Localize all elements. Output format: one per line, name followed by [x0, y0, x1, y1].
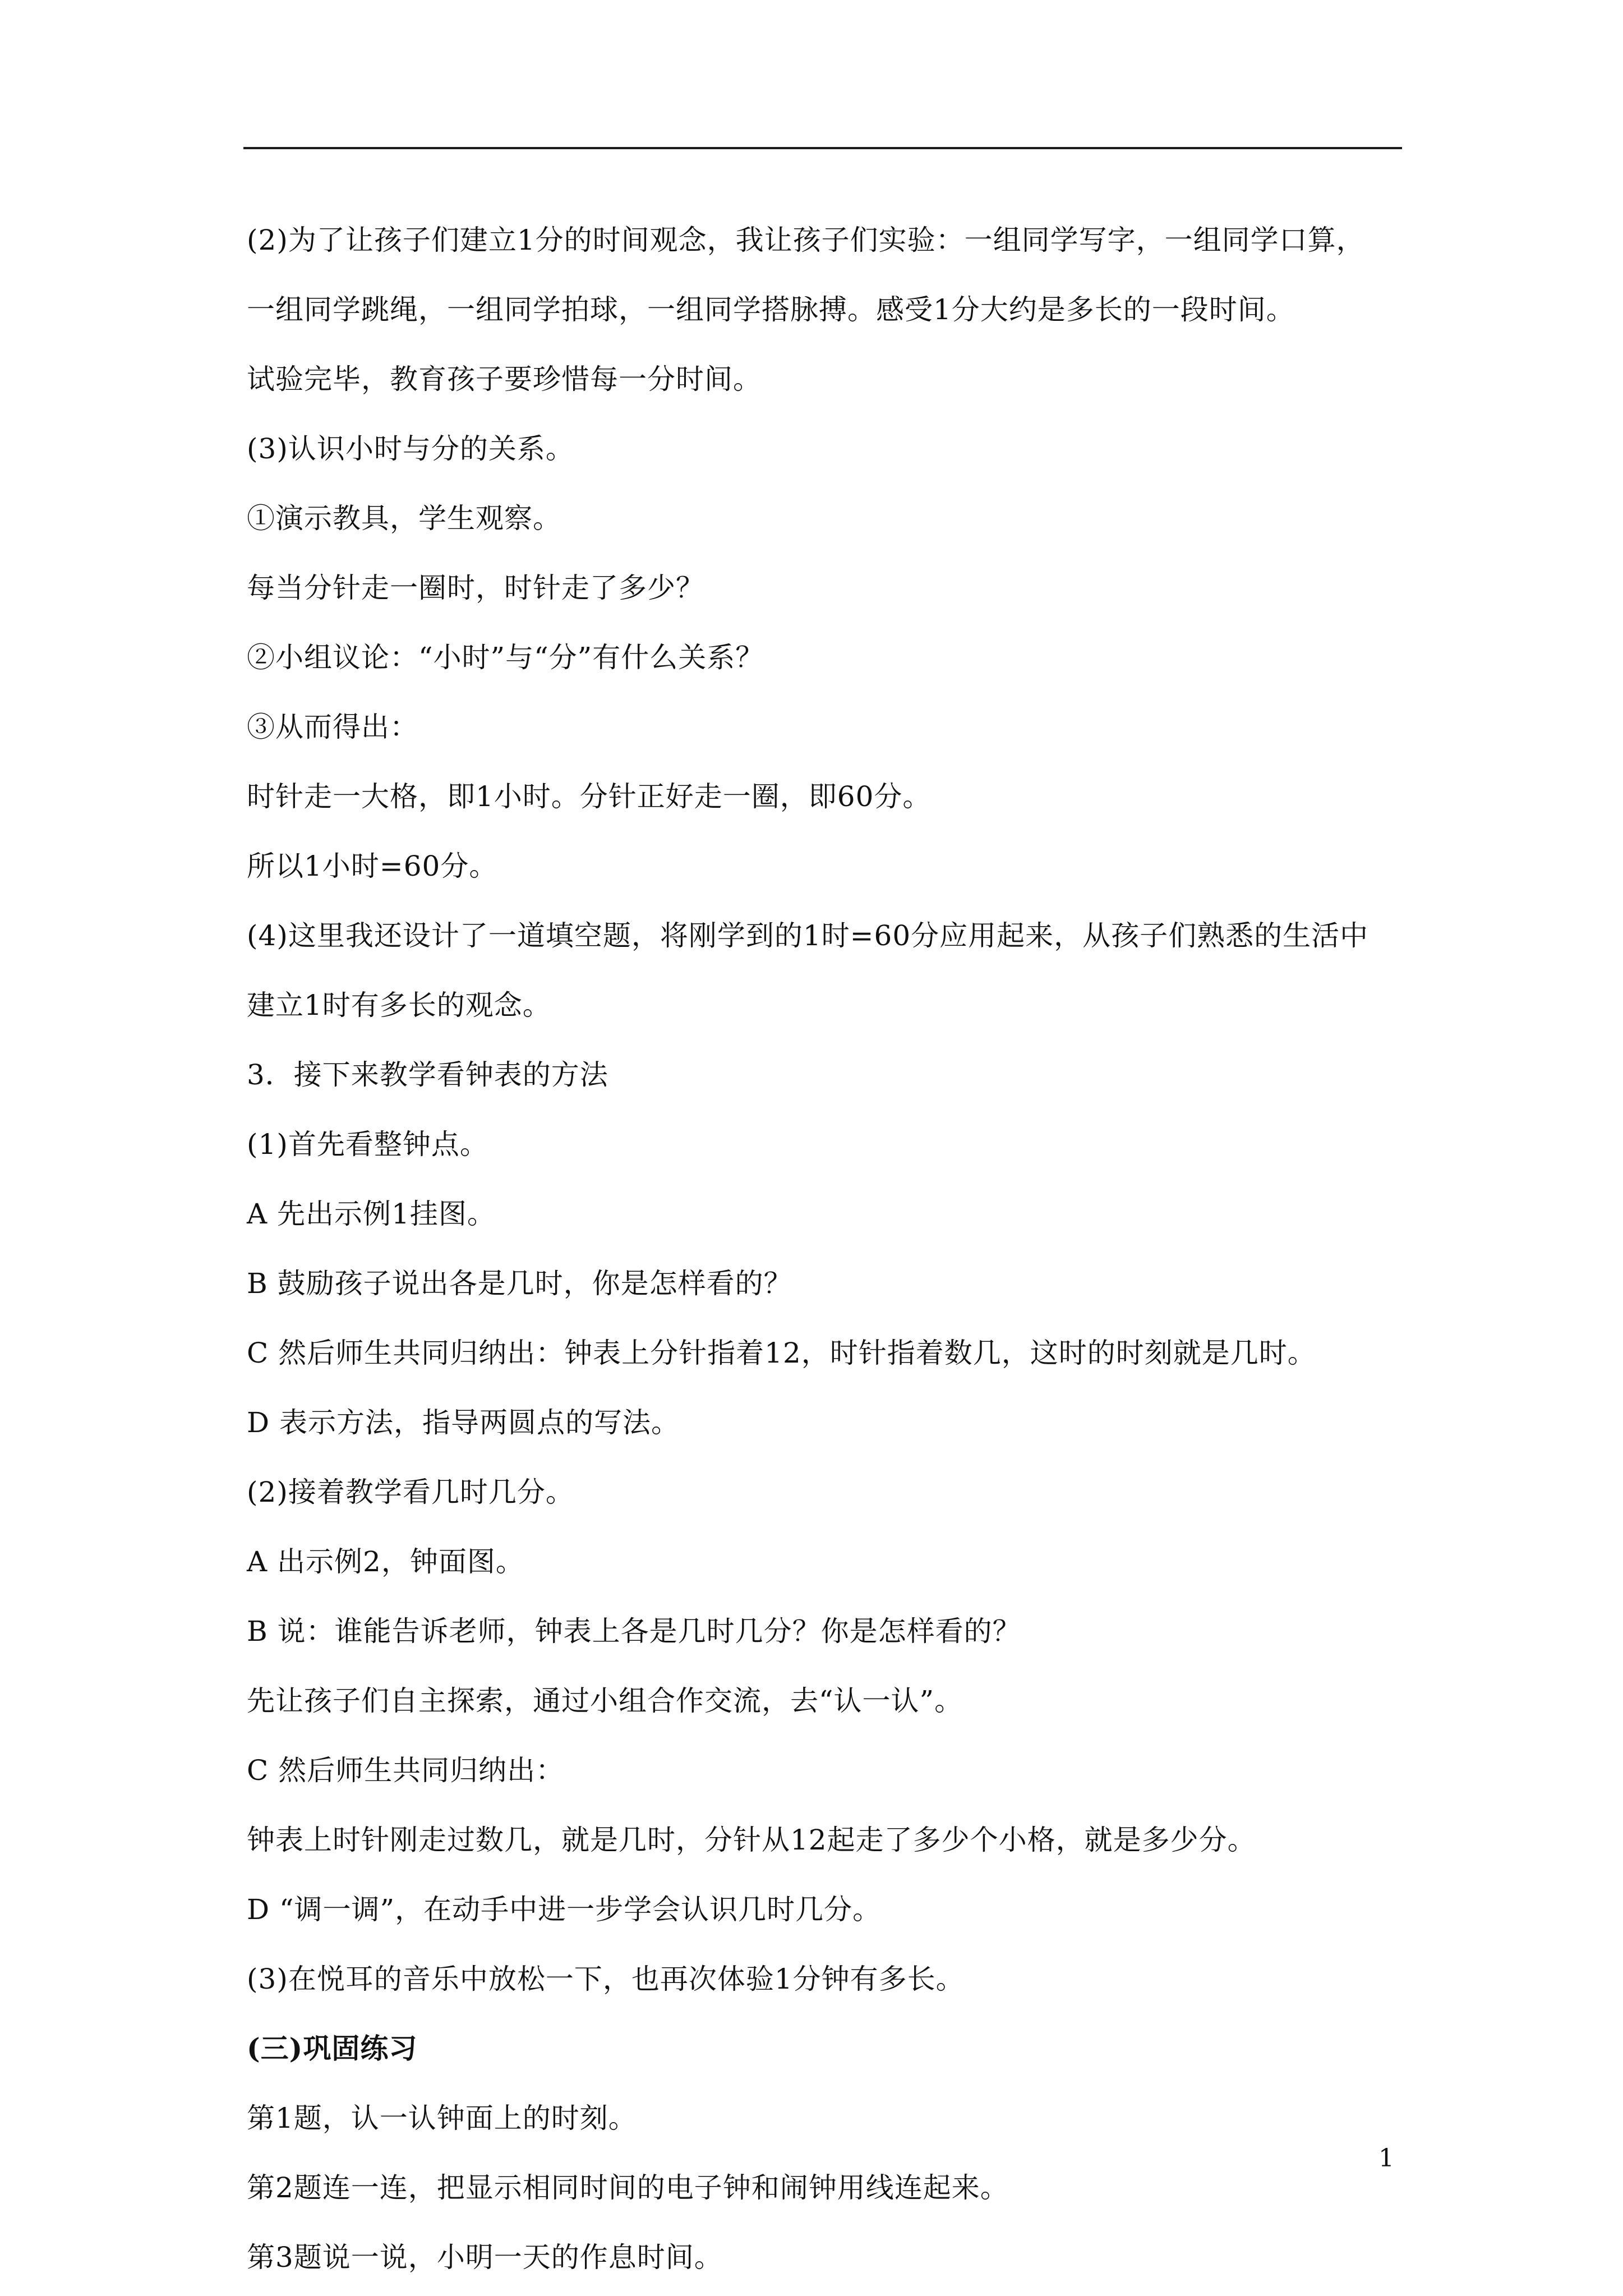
- paragraph-line: D 表示方法，指导两圆点的写法。: [247, 1406, 680, 1439]
- paragraph-line: D “调一调”，在动手中进一步学会认识几时几分。: [247, 1893, 882, 1926]
- paragraph-line: 第2题连一连，把显示相同时间的电子钟和闹钟用线连起来。: [247, 2171, 1009, 2204]
- paragraph-line: 钟表上时针刚走过数几，就是几时，分针从12起走了多少个小格，就是多少分。: [247, 1824, 1256, 1856]
- document-body: [247, 205, 1402, 2292]
- paragraph-line: 先让孩子们自主探索，通过小组合作交流，去“认一认”。: [247, 1685, 963, 1717]
- paragraph-line: C 然后师生共同归纳出：: [247, 1754, 565, 1787]
- section-heading: (三)巩固练习: [247, 2032, 418, 2065]
- paragraph-line: A 出示例2，钟面图。: [247, 1545, 524, 1578]
- paragraph-line: (3)认识小时与分的关系。: [247, 432, 574, 465]
- paragraph-line: ①演示教具，学生观察。: [247, 502, 561, 535]
- paragraph-line: 建立1时有多长的观念。: [247, 989, 551, 1022]
- header-rule: [243, 147, 1402, 149]
- paragraph-line: (1)首先看整钟点。: [247, 1128, 488, 1161]
- section-heading: 3．接下来教学看钟表的方法: [247, 1059, 608, 1091]
- paragraph-line: 第3题说一说，小明一天的作息时间。: [247, 2241, 723, 2274]
- paragraph-line: ③从而得出：: [247, 711, 418, 743]
- paragraph-line: (2)为了让孩子们建立1分的时间观念，我让孩子们实验：一组同学写字，一组同学口算，: [247, 224, 1365, 256]
- paragraph-line: (3)在悦耳的音乐中放松一下，也再次体验1分钟有多长。: [247, 1963, 965, 1995]
- page-number: 1: [1378, 2144, 1394, 2173]
- paragraph-line: C 然后师生共同归纳出：钟表上分针指着12，时针指着数几，这时的时刻就是几时。: [247, 1337, 1316, 1369]
- paragraph-line: B 说：谁能告诉老师，钟表上各是几时几分？你是怎样看的？: [247, 1615, 1021, 1648]
- paragraph-line: (4)这里我还设计了一道填空题，将刚学到的1时=60分应用起来，从孩子们熟悉的生活中: [247, 919, 1369, 952]
- paragraph-line: B 鼓励孩子说出各是几时，你是怎样看的？: [247, 1267, 792, 1300]
- paragraph-line: (2)接着教学看几时几分。: [247, 1476, 574, 1508]
- paragraph-line: A 先出示例1挂图。: [247, 1198, 496, 1230]
- paragraph-line: 所以1小时=60分。: [247, 850, 498, 882]
- paragraph-line: 试验完毕，教育孩子要珍惜每一分时间。: [247, 363, 762, 395]
- paragraph-line: ②小组议论：“小时”与“分”有什么关系？: [247, 641, 764, 674]
- paragraph-line: 每当分针走一圈时，时针走了多少？: [247, 572, 704, 604]
- paragraph-line: 时针走一大格，即1小时。分针正好走一圈，即60分。: [247, 780, 932, 813]
- paragraph-line: 一组同学跳绳，一组同学拍球，一组同学搭脉搏。感受1分大约是多长的一段时间。: [247, 293, 1295, 326]
- paragraph-line: 第1题，认一认钟面上的时刻。: [247, 2102, 637, 2134]
